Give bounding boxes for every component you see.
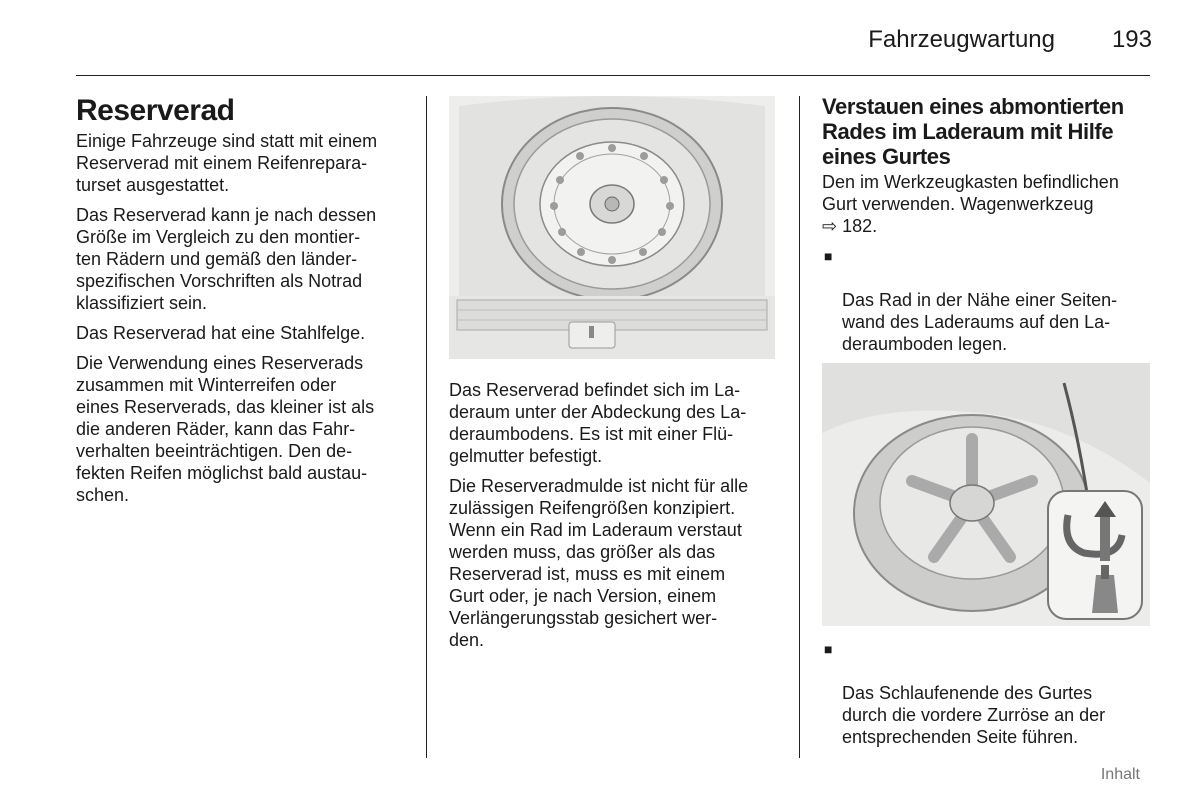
subsection-title: Verstauen eines abmontierten Rades im Laderaum mit Hilfe eines Gurtes [822,94,1124,169]
contents-link[interactable]: Inhalt [1100,766,1140,783]
list-item [822,245,1152,355]
column-1 [76,94,412,514]
page-number: 193 [1111,26,1152,53]
paragraph: Die Reserveradmulde ist nicht für alle zulässigen Reifengrößen konzipiert. Wenn ein Rad im Laderaum verstaut werden muss, das größer als das Reserverad ist, muss es mit einem Gurt oder, je nach Version, einem Verlängerungsstab gesichert wer- den. [449,476,749,650]
column-divider-2 [799,96,800,758]
section-title: Reserverad [76,94,235,127]
bullet-icon: ■ [824,248,833,264]
column-2 [449,94,779,659]
bullet-icon: ■ [824,641,833,657]
column-3 [822,94,1152,756]
header-divider [76,75,1150,76]
paragraph: Die Verwendung eines Reserverads zusammen mit Winterreifen oder eines Reserverads, das kleiner ist als die anderen Räder, kann das Fahr- verhalten beeinträchtigen. Den de- fekten Reifen möglichst bald austau- schen. [76,353,375,505]
wheel-strap-illustration [822,363,1150,626]
paragraph: Das Reserverad hat eine Stahlfelge. [76,323,366,343]
paragraph: Das Reserverad kann je nach dessen Größe im Vergleich zu den montier- ten Rädern und gemäß den länder- spezifischen Vorschriften als Notrad klassifiziert sein. [76,205,377,313]
section-header-title: Fahrzeugwartung [868,26,1055,53]
list-item-text: Das Rad in der Nähe einer Seiten- wand des Laderaums auf den La- deraumboden legen. [842,290,1118,354]
spare-wheel-illustration [449,96,775,359]
paragraph: Den im Werkzeugkasten befindlichen Gurt verwenden. Wagenwerkzeug ⇨ 182. [822,172,1119,236]
list-item [822,638,1152,748]
list-item-text: Das Schlaufenende des Gurtes durch die vordere Zurröse an der entsprechenden Seite führen. [842,683,1106,747]
paragraph: Einige Fahrzeuge sind statt mit einem Reserverad mit einem Reifenrepara- turset ausgestattet. [76,131,378,195]
column-divider-1 [426,96,427,758]
paragraph: Das Reserverad befindet sich im La- deraum unter der Abdeckung des La- deraumbodens. Es ist mit einer Flü- gelmutter befestigt. [449,380,747,466]
